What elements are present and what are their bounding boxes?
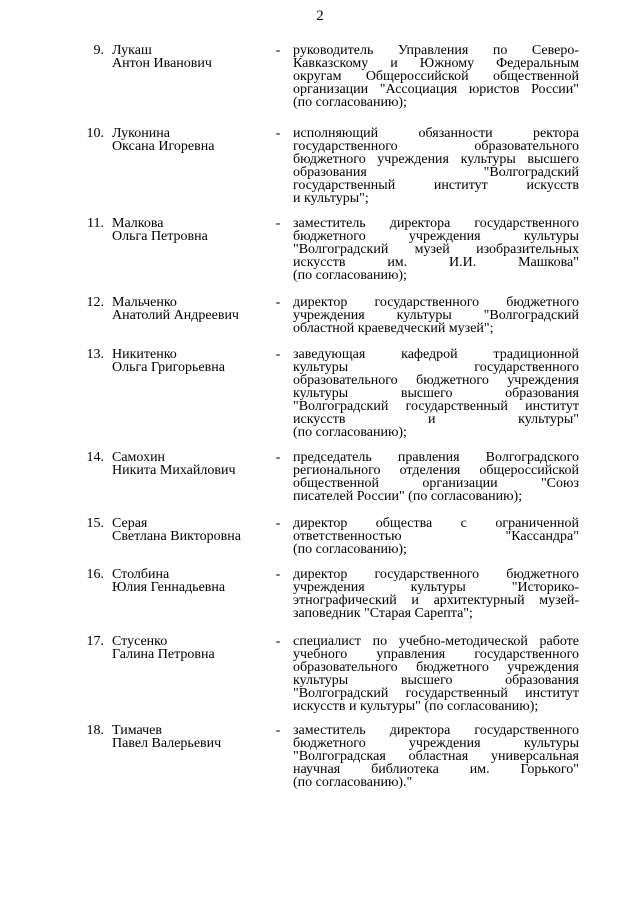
given-names: Ольга Петровна [112, 229, 208, 244]
description-line: этнографический и архитектурный музей- [293, 593, 579, 608]
surname: Тимачев [112, 723, 162, 738]
description-line: "Волгоградский государственный институт [293, 686, 579, 701]
description-line: бюджетного учреждения культуры [293, 736, 579, 751]
given-names: Ольга Григорьевна [112, 360, 225, 375]
surname: Мальченко [112, 295, 177, 310]
given-names: Никита Михайлович [112, 463, 236, 478]
description-line: учебного управления государственного [293, 647, 579, 662]
position-description [293, 568, 579, 620]
list-item [0, 217, 640, 296]
surname: Никитенко [112, 347, 177, 362]
description-line: искусств и культуры" [293, 412, 579, 427]
given-names: Анатолий Андреевич [112, 308, 239, 323]
dash-separator: - [275, 567, 281, 582]
list-item [0, 451, 640, 517]
dash-separator: - [275, 516, 281, 531]
description-line: искусств им. И.И. Машкова" [293, 255, 579, 270]
description-line: бюджетного учреждения культуры высшего [293, 152, 579, 167]
entry-number: 15. [86, 516, 104, 531]
person-name [112, 127, 272, 153]
description-line: культуры высшего образования [293, 386, 579, 401]
description-line: культуры высшего образования [293, 673, 579, 688]
given-names: Светлана Викторовна [112, 529, 241, 544]
description-line: директор государственного бюджетного [293, 295, 579, 310]
given-names: Оксана Игоревна [112, 139, 215, 154]
person-name [112, 635, 272, 661]
description-line: государственного образовательного [293, 139, 579, 154]
surname: Лукаш [112, 43, 152, 58]
list-item [0, 517, 640, 568]
list-item [0, 127, 640, 217]
person-name [112, 217, 272, 243]
description-line: руководитель Управления по Северо- [293, 43, 579, 58]
description-line: организации "Ассоциация юристов России" [293, 82, 579, 97]
dash-separator: - [275, 43, 281, 58]
description-line: искусств и культуры" (по согласованию); [293, 699, 539, 714]
description-line: заместитель директора государственного [293, 216, 579, 231]
description-line: учреждения культуры "Историко- [293, 580, 579, 595]
description-line: (по согласованию); [293, 542, 407, 557]
position-description [293, 348, 579, 439]
description-line: общественной организации "Союз [293, 476, 579, 491]
position-description [293, 127, 579, 205]
position-description [293, 44, 579, 109]
list-item [0, 724, 640, 794]
person-name [112, 451, 272, 477]
person-name [112, 517, 272, 543]
dash-separator: - [275, 216, 281, 231]
description-line: культуры государственного [293, 360, 579, 375]
entry-number: 10. [86, 126, 104, 141]
description-line: образовательного бюджетного учреждения [293, 373, 579, 388]
description-line: округам Общероссийской общественной [293, 69, 579, 84]
description-line: заповедник "Старая Сарепта"; [293, 606, 473, 621]
position-description [293, 635, 579, 713]
description-line: (по согласованию); [293, 95, 407, 110]
person-name [112, 296, 272, 322]
given-names: Юлия Геннадьевна [112, 580, 226, 595]
description-line: "Волгоградская областная универсальная [293, 749, 579, 764]
surname: Столбина [112, 567, 170, 582]
position-description [293, 451, 579, 503]
position-description [293, 724, 579, 789]
list-item [0, 44, 640, 127]
dash-separator: - [275, 295, 281, 310]
description-line: государственный институт искусств [293, 178, 579, 193]
surname: Самохин [112, 450, 166, 465]
description-line: Кавказскому и Южному Федеральным [293, 56, 579, 71]
entry-number: 17. [86, 634, 104, 649]
page-number: 2 [316, 8, 324, 24]
surname: Стусенко [112, 634, 168, 649]
description-line: (по согласованию)." [293, 775, 413, 790]
given-names: Галина Петровна [112, 647, 215, 662]
surname: Малкова [112, 216, 164, 231]
surname: Серая [112, 516, 148, 531]
person-name [112, 724, 272, 750]
position-description [293, 217, 579, 282]
description-line: образовательного бюджетного учреждения [293, 660, 579, 675]
person-name [112, 348, 272, 374]
list-item [0, 296, 640, 348]
entry-number: 9. [93, 43, 104, 58]
description-line: заведующая кафедрой традиционной [293, 347, 579, 362]
position-description [293, 517, 579, 556]
description-line: "Волгоградский музей изобразительных [293, 242, 579, 257]
description-line: регионального отделения общероссийской [293, 463, 579, 478]
entry-number: 18. [86, 723, 104, 738]
members-list [0, 44, 640, 794]
entry-number: 11. [87, 216, 104, 231]
description-line: (по согласованию); [293, 425, 407, 440]
entry-number: 16. [86, 567, 104, 582]
person-name [112, 44, 272, 70]
given-names: Павел Валерьевич [112, 736, 222, 751]
description-line: директор государственного бюджетного [293, 567, 579, 582]
description-line: и культуры"; [293, 191, 369, 206]
description-line: ответственностью "Кассандра" [293, 529, 579, 544]
list-item [0, 635, 640, 724]
description-line: научная библиотека им. Горького" [293, 762, 579, 777]
position-description [293, 296, 579, 335]
given-names: Антон Иванович [112, 56, 212, 71]
person-name [112, 568, 272, 594]
dash-separator: - [275, 347, 281, 362]
description-line: бюджетного учреждения культуры [293, 229, 579, 244]
description-line: (по согласованию); [293, 268, 407, 283]
description-line: образования "Волгоградский [293, 165, 579, 180]
dash-separator: - [275, 723, 281, 738]
entry-number: 12. [86, 295, 104, 310]
dash-separator: - [275, 634, 281, 649]
dash-separator: - [275, 126, 281, 141]
entry-number: 13. [86, 347, 104, 362]
description-line: "Волгоградский государственный институт [293, 399, 579, 414]
description-line: заместитель директора государственного [293, 723, 579, 738]
description-line: председатель правления Волгоградского [293, 450, 579, 465]
dash-separator: - [275, 450, 281, 465]
description-line: учреждения культуры "Волгоградский [293, 308, 579, 323]
entry-number: 14. [86, 450, 104, 465]
description-line: писателей России" (по согласованию); [293, 489, 523, 504]
list-item [0, 568, 640, 635]
list-item [0, 348, 640, 451]
description-line: областной краеведческий музей"; [293, 321, 494, 336]
description-line: исполняющий обязанности ректора [293, 126, 579, 141]
description-line: специалист по учебно-методической работе [293, 634, 579, 649]
description-line: директор общества с ограниченной [293, 516, 579, 531]
surname: Луконина [112, 126, 170, 141]
